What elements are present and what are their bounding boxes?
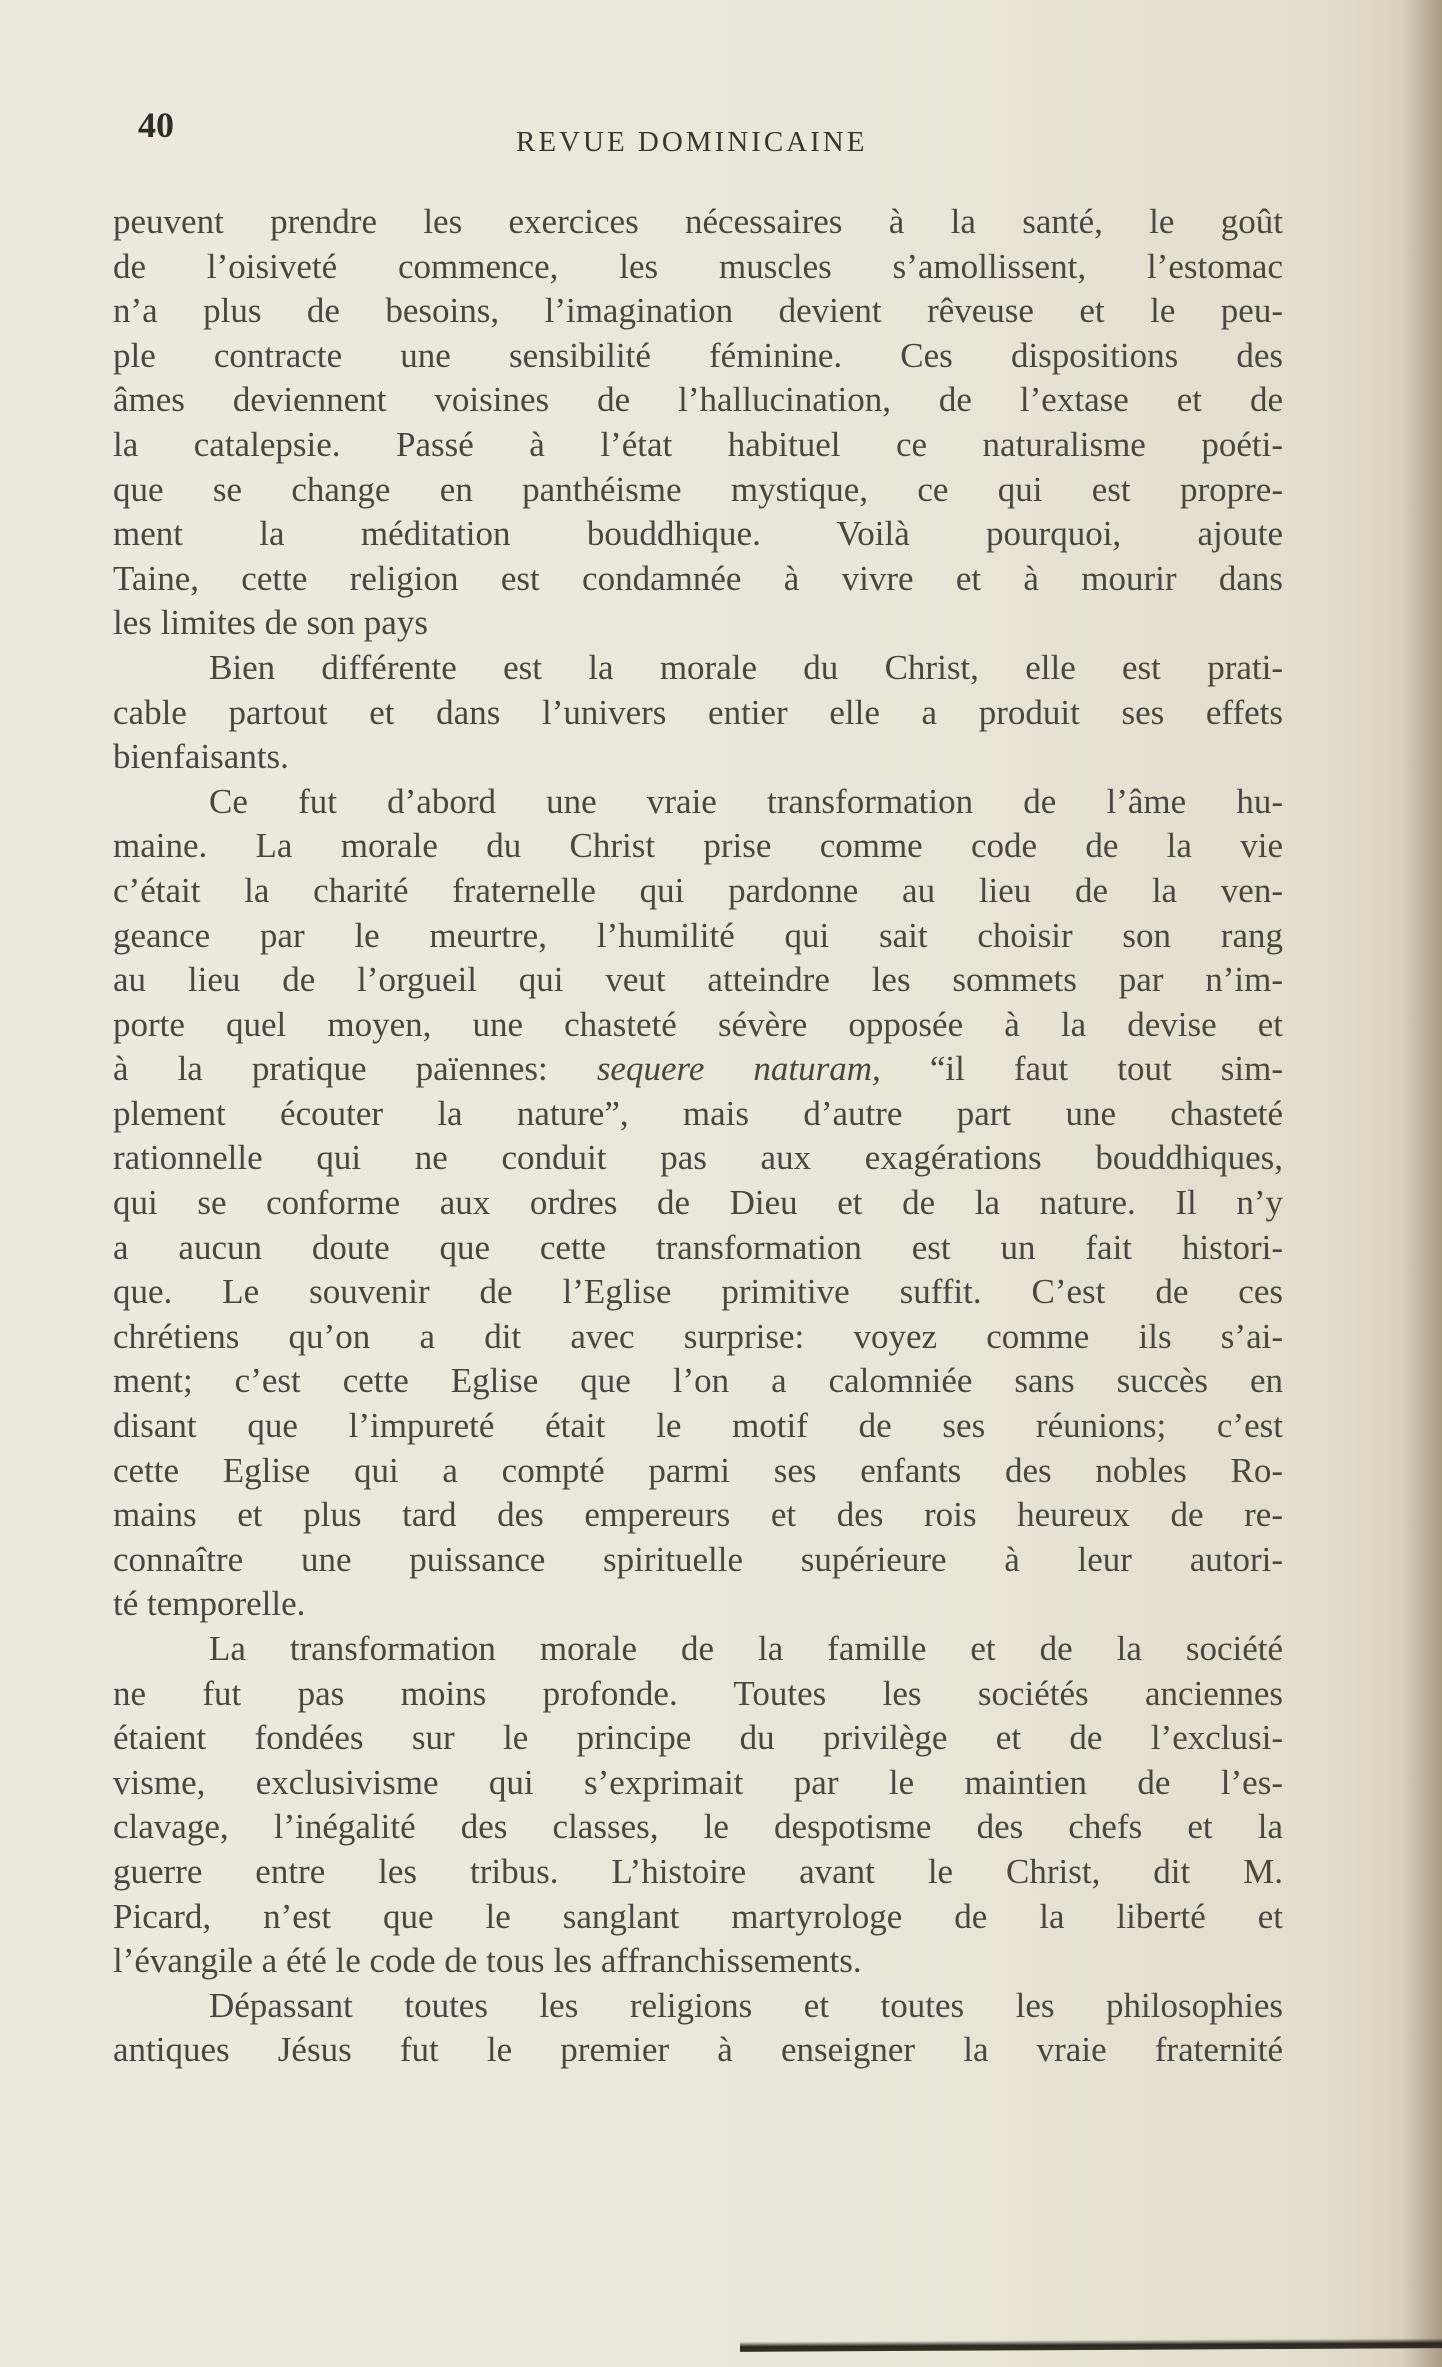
text-line: Ce fut d’abord une vraie transformation de l’âme hu-	[209, 781, 1283, 821]
text-line: ne fut pas moins profonde. Toutes les sociétés anciennes	[113, 1673, 1283, 1713]
text-line: antiques Jésus fut le premier à enseigner la vraie fraternité	[113, 2030, 1283, 2070]
text-line: disant que l’impureté était le motif de ses réunions; c’est	[113, 1406, 1283, 1446]
text-line: ment la méditation bouddhique. Voilà pourquoi, ajoute	[113, 514, 1283, 554]
paragraph-4	[113, 1627, 1283, 1984]
text-line: Dépassant toutes les religions et toutes les philosophies	[209, 1985, 1283, 2025]
text-line: peuvent prendre les exercices nécessaires à la santé, le goût	[113, 202, 1283, 241]
text-run: “il faut tout sim-	[880, 1049, 1284, 1089]
text-line: La transformation morale de la famille et de la société	[209, 1629, 1283, 1668]
paragraph-3	[113, 780, 1283, 1627]
text-line-mixed	[113, 1047, 1283, 1092]
text-line: l’évangile a été le code de tous les affranchissements.	[113, 1941, 862, 1981]
text-line: que se change en panthéisme mystique, ce qui est propre-	[113, 469, 1283, 509]
text-line: mains et plus tard des empereurs et des rois heureux de re-	[113, 1495, 1283, 1535]
text-line: de l’oisiveté commence, les muscles s’amollissent, l’estomac	[113, 246, 1283, 286]
body-text	[113, 200, 1283, 2073]
text-line: étaient fondées sur le principe du privilège et de l’exclusi-	[113, 1718, 1283, 1758]
text-line: té temporelle.	[113, 1584, 306, 1624]
latin-phrase: sequere naturam,	[596, 1049, 881, 1089]
text-line: clavage, l’inégalité des classes, le despotisme des chefs et la	[113, 1807, 1283, 1847]
text-line: bienfaisants.	[113, 737, 289, 777]
text-line: âmes deviennent voisines de l’hallucination, de l’extase et de	[113, 380, 1283, 420]
paragraph-5	[113, 1984, 1283, 2073]
text-line: les limites de son pays	[113, 603, 428, 643]
text-line: visme, exclusivisme qui s’exprimait par le maintien de l’es-	[113, 1762, 1283, 1802]
text-line: connaître une puissance spirituelle supérieure à leur autori-	[113, 1539, 1283, 1579]
text-line: ment; c’est cette Eglise que l’on a calomniée sans succès en	[113, 1361, 1283, 1401]
text-line: au lieu de l’orgueil qui veut atteindre les sommets par n’im-	[113, 960, 1283, 1000]
text-line: guerre entre les tribus. L’histoire avant le Christ, dit M.	[113, 1851, 1283, 1891]
text-line: Picard, n’est que le sanglant martyrologe de la liberté et	[113, 1896, 1283, 1936]
paragraph-1	[113, 200, 1283, 646]
text-line: plement écouter la nature”, mais d’autre part une chasteté	[113, 1093, 1283, 1133]
running-head: REVUE DOMINICAINE	[516, 126, 868, 158]
paragraph-2	[113, 646, 1283, 780]
page-header	[138, 104, 1278, 164]
text-line: maine. La morale du Christ prise comme code de la vie	[113, 826, 1283, 866]
text-line: porte quel moyen, une chasteté sévère opposée à la devise et	[113, 1004, 1283, 1044]
text-line: rationnelle qui ne conduit pas aux exagérations bouddhiques,	[113, 1138, 1283, 1178]
text-line: qui se conforme aux ordres de Dieu et de la nature. Il n’y	[113, 1183, 1283, 1223]
text-line: que. Le souvenir de l’Eglise primitive suffit. C’est de ces	[113, 1272, 1283, 1312]
text-line: n’a plus de besoins, l’imagination devient rêveuse et le peu-	[113, 291, 1283, 331]
text-line: a aucun doute que cette transformation est un fait histori-	[113, 1227, 1283, 1267]
page-number: 40	[138, 105, 174, 145]
text-line: ple contracte une sensibilité féminine. Ces dispositions des	[113, 335, 1283, 375]
text-line: Bien différente est la morale du Christ, elle est prati-	[209, 647, 1283, 687]
text-line: la catalepsie. Passé à l’état habituel ce naturalisme poéti-	[113, 424, 1283, 464]
text-line: chrétiens qu’on a dit avec surprise: voyez comme ils s’ai-	[113, 1316, 1283, 1356]
text-line: geance par le meurtre, l’humilité qui sait choisir son rang	[113, 915, 1283, 955]
page-bottom-edge	[740, 2338, 1442, 2352]
text-line: c’était la charité fraternelle qui pardonne au lieu de la ven-	[113, 870, 1283, 910]
text-run: à la pratique païennes:	[113, 1049, 597, 1089]
text-line: cable partout et dans l’univers entier elle a produit ses effets	[113, 692, 1283, 732]
spine-shadow	[1402, 0, 1442, 2367]
text-line: Taine, cette religion est condamnée à vivre et à mourir dans	[113, 558, 1283, 598]
text-line: cette Eglise qui a compté parmi ses enfants des nobles Ro-	[113, 1450, 1283, 1490]
